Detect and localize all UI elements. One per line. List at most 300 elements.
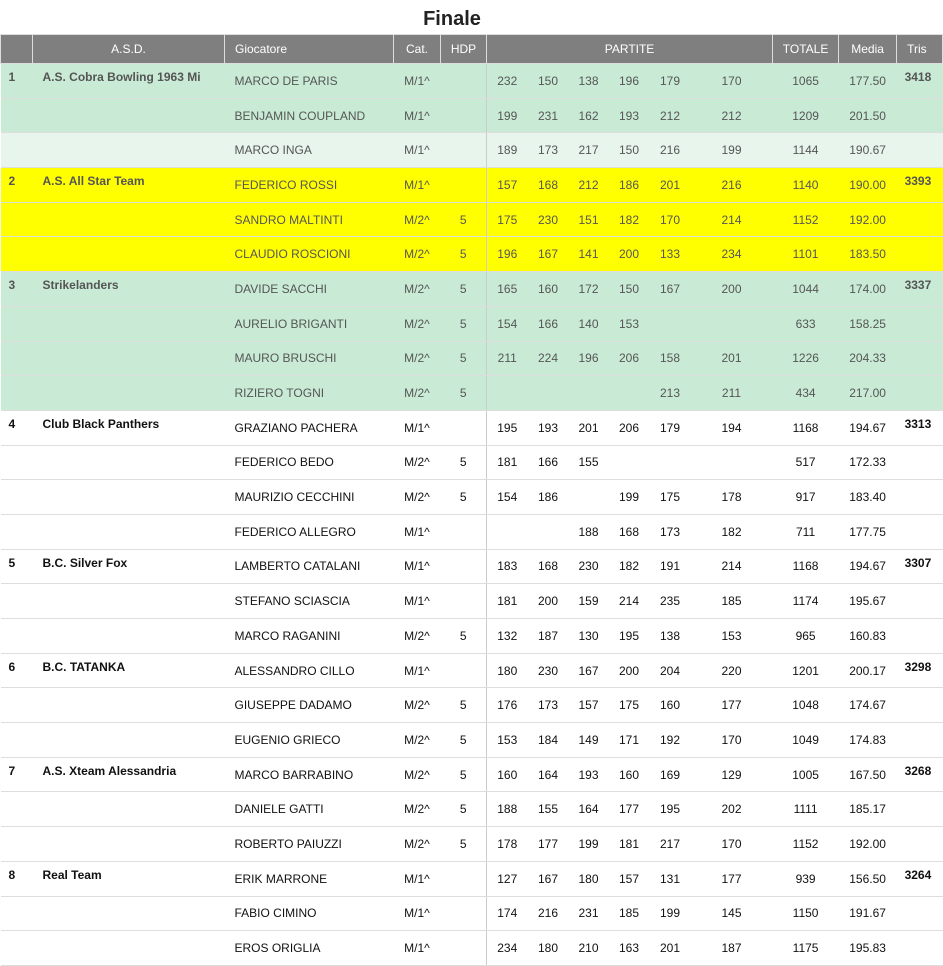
hdp-cell bbox=[441, 64, 487, 99]
category-cell: M/2^ bbox=[394, 376, 441, 411]
table-body bbox=[1, 64, 943, 966]
game-score: 224 bbox=[528, 341, 569, 376]
team-name: B.C. TATANKA bbox=[33, 653, 225, 688]
game-score: 234 bbox=[487, 931, 528, 966]
team-name bbox=[33, 896, 225, 931]
table-row bbox=[1, 792, 943, 827]
team-name bbox=[33, 376, 225, 411]
game-score: 187 bbox=[528, 619, 569, 654]
total-score: 1048 bbox=[773, 688, 839, 723]
total-score: 1209 bbox=[773, 98, 839, 133]
game-score bbox=[609, 445, 650, 480]
game-score: 181 bbox=[609, 827, 650, 862]
total-score: 1168 bbox=[773, 549, 839, 584]
team-name bbox=[33, 931, 225, 966]
game-score: 179 bbox=[650, 410, 691, 445]
game-score: 211 bbox=[487, 341, 528, 376]
table-row bbox=[1, 896, 943, 931]
tris-score: 3298 bbox=[897, 653, 943, 688]
hdp-cell: 5 bbox=[441, 619, 487, 654]
table-row bbox=[1, 549, 943, 584]
hdp-cell bbox=[441, 549, 487, 584]
category-cell: M/2^ bbox=[394, 341, 441, 376]
tris-score bbox=[897, 445, 943, 480]
game-score: 155 bbox=[569, 445, 609, 480]
total-score: 1065 bbox=[773, 64, 839, 99]
game-score: 154 bbox=[487, 306, 528, 341]
header-cat: Cat. bbox=[394, 35, 441, 64]
position-cell bbox=[1, 306, 33, 341]
game-score: 180 bbox=[487, 653, 528, 688]
average-score: 194.67 bbox=[839, 549, 897, 584]
hdp-cell bbox=[441, 861, 487, 896]
game-score: 200 bbox=[691, 272, 773, 307]
team-name: A.S. All Star Team bbox=[33, 168, 225, 203]
hdp-cell: 5 bbox=[441, 827, 487, 862]
category-cell: M/2^ bbox=[394, 827, 441, 862]
average-score: 200.17 bbox=[839, 653, 897, 688]
category-cell: M/1^ bbox=[394, 410, 441, 445]
game-score: 167 bbox=[650, 272, 691, 307]
game-score: 158 bbox=[650, 341, 691, 376]
game-score: 163 bbox=[609, 931, 650, 966]
game-score: 216 bbox=[528, 896, 569, 931]
game-score: 220 bbox=[691, 653, 773, 688]
header-media: Media bbox=[839, 35, 897, 64]
game-score: 176 bbox=[487, 688, 528, 723]
team-name bbox=[33, 445, 225, 480]
player-name: EROS ORIGLIA bbox=[225, 931, 394, 966]
player-name: MARCO RAGANINI bbox=[225, 619, 394, 654]
average-score: 158.25 bbox=[839, 306, 897, 341]
position-cell bbox=[1, 931, 33, 966]
total-score: 939 bbox=[773, 861, 839, 896]
team-name bbox=[33, 827, 225, 862]
game-score: 153 bbox=[487, 723, 528, 758]
hdp-cell bbox=[441, 584, 487, 619]
position-cell bbox=[1, 445, 33, 480]
tris-score bbox=[897, 306, 943, 341]
table-row bbox=[1, 237, 943, 272]
total-score: 1049 bbox=[773, 723, 839, 758]
position-cell: 3 bbox=[1, 272, 33, 307]
team-name bbox=[33, 98, 225, 133]
tris-score bbox=[897, 584, 943, 619]
game-score: 165 bbox=[487, 272, 528, 307]
game-score: 160 bbox=[609, 757, 650, 792]
category-cell: M/2^ bbox=[394, 237, 441, 272]
tris-score bbox=[897, 376, 943, 411]
position-cell bbox=[1, 896, 33, 931]
category-cell: M/1^ bbox=[394, 98, 441, 133]
game-score: 171 bbox=[609, 723, 650, 758]
game-score: 175 bbox=[487, 202, 528, 237]
category-cell: M/2^ bbox=[394, 757, 441, 792]
tris-score bbox=[897, 792, 943, 827]
player-name: ERIK MARRONE bbox=[225, 861, 394, 896]
hdp-cell: 5 bbox=[441, 445, 487, 480]
game-score bbox=[487, 514, 528, 549]
hdp-cell bbox=[441, 168, 487, 203]
team-name bbox=[33, 133, 225, 168]
game-score: 202 bbox=[691, 792, 773, 827]
game-score: 157 bbox=[609, 861, 650, 896]
game-score: 193 bbox=[528, 410, 569, 445]
average-score: 195.83 bbox=[839, 931, 897, 966]
player-name: MARCO INGA bbox=[225, 133, 394, 168]
team-name bbox=[33, 202, 225, 237]
tris-score bbox=[897, 896, 943, 931]
average-score: 190.67 bbox=[839, 133, 897, 168]
game-score: 151 bbox=[569, 202, 609, 237]
team-name: Real Team bbox=[33, 861, 225, 896]
total-score: 1150 bbox=[773, 896, 839, 931]
tris-score bbox=[897, 98, 943, 133]
position-cell bbox=[1, 827, 33, 862]
game-score bbox=[487, 376, 528, 411]
game-score: 154 bbox=[487, 480, 528, 515]
game-score: 212 bbox=[650, 98, 691, 133]
game-score: 127 bbox=[487, 861, 528, 896]
position-cell: 8 bbox=[1, 861, 33, 896]
position-cell bbox=[1, 514, 33, 549]
game-score: 150 bbox=[609, 272, 650, 307]
game-score: 168 bbox=[528, 168, 569, 203]
tris-score bbox=[897, 931, 943, 966]
average-score: 177.50 bbox=[839, 64, 897, 99]
game-score: 182 bbox=[609, 549, 650, 584]
game-score: 201 bbox=[691, 341, 773, 376]
table-row bbox=[1, 480, 943, 515]
game-score bbox=[569, 376, 609, 411]
game-score: 191 bbox=[650, 549, 691, 584]
game-score: 201 bbox=[650, 931, 691, 966]
game-score: 133 bbox=[650, 237, 691, 272]
table-row bbox=[1, 376, 943, 411]
total-score: 1005 bbox=[773, 757, 839, 792]
game-score: 132 bbox=[487, 619, 528, 654]
total-score: 1152 bbox=[773, 827, 839, 862]
game-score: 173 bbox=[650, 514, 691, 549]
header-pos bbox=[1, 35, 33, 64]
header-hdp: HDP bbox=[441, 35, 487, 64]
game-score: 177 bbox=[528, 827, 569, 862]
game-score: 196 bbox=[569, 341, 609, 376]
player-name: SANDRO MALTINTI bbox=[225, 202, 394, 237]
game-score: 164 bbox=[569, 792, 609, 827]
team-name bbox=[33, 514, 225, 549]
position-cell: 6 bbox=[1, 653, 33, 688]
total-score: 1168 bbox=[773, 410, 839, 445]
game-score: 200 bbox=[609, 237, 650, 272]
team-name bbox=[33, 306, 225, 341]
table-row bbox=[1, 619, 943, 654]
game-score: 170 bbox=[650, 202, 691, 237]
position-cell: 7 bbox=[1, 757, 33, 792]
average-score: 156.50 bbox=[839, 861, 897, 896]
total-score: 917 bbox=[773, 480, 839, 515]
average-score: 217.00 bbox=[839, 376, 897, 411]
total-score: 434 bbox=[773, 376, 839, 411]
average-score: 195.67 bbox=[839, 584, 897, 619]
total-score: 711 bbox=[773, 514, 839, 549]
game-score: 231 bbox=[569, 896, 609, 931]
tris-score: 3264 bbox=[897, 861, 943, 896]
category-cell: M/1^ bbox=[394, 896, 441, 931]
game-score: 138 bbox=[569, 64, 609, 99]
position-cell bbox=[1, 237, 33, 272]
game-score: 145 bbox=[691, 896, 773, 931]
category-cell: M/2^ bbox=[394, 619, 441, 654]
game-score: 192 bbox=[650, 723, 691, 758]
header-totale: TOTALE bbox=[773, 35, 839, 64]
game-score: 199 bbox=[650, 896, 691, 931]
category-cell: M/2^ bbox=[394, 688, 441, 723]
player-name: ALESSANDRO CILLO bbox=[225, 653, 394, 688]
game-score: 157 bbox=[569, 688, 609, 723]
average-score: 191.67 bbox=[839, 896, 897, 931]
game-score: 167 bbox=[528, 237, 569, 272]
game-score bbox=[609, 376, 650, 411]
player-name: FEDERICO ALLEGRO bbox=[225, 514, 394, 549]
player-name: STEFANO SCIASCIA bbox=[225, 584, 394, 619]
team-name: B.C. Silver Fox bbox=[33, 549, 225, 584]
game-score: 177 bbox=[691, 861, 773, 896]
game-score: 230 bbox=[528, 202, 569, 237]
tris-score bbox=[897, 514, 943, 549]
game-score: 168 bbox=[528, 549, 569, 584]
hdp-cell: 5 bbox=[441, 480, 487, 515]
game-score: 141 bbox=[569, 237, 609, 272]
average-score: 204.33 bbox=[839, 341, 897, 376]
game-score: 179 bbox=[650, 64, 691, 99]
game-score: 167 bbox=[528, 861, 569, 896]
game-score: 212 bbox=[569, 168, 609, 203]
game-score: 186 bbox=[609, 168, 650, 203]
hdp-cell bbox=[441, 410, 487, 445]
game-score: 196 bbox=[487, 237, 528, 272]
hdp-cell: 5 bbox=[441, 688, 487, 723]
game-score: 178 bbox=[691, 480, 773, 515]
game-score: 168 bbox=[609, 514, 650, 549]
game-score: 183 bbox=[487, 549, 528, 584]
game-score: 217 bbox=[650, 827, 691, 862]
table-row bbox=[1, 584, 943, 619]
average-score: 185.17 bbox=[839, 792, 897, 827]
hdp-cell: 5 bbox=[441, 237, 487, 272]
hdp-cell: 5 bbox=[441, 306, 487, 341]
game-score: 130 bbox=[569, 619, 609, 654]
player-name: DAVIDE SACCHI bbox=[225, 272, 394, 307]
game-score: 173 bbox=[528, 688, 569, 723]
category-cell: M/2^ bbox=[394, 480, 441, 515]
header-asd: A.S.D. bbox=[33, 35, 225, 64]
team-name bbox=[33, 341, 225, 376]
category-cell: M/2^ bbox=[394, 723, 441, 758]
table-row bbox=[1, 653, 943, 688]
table-row bbox=[1, 410, 943, 445]
table-row bbox=[1, 202, 943, 237]
game-score: 199 bbox=[609, 480, 650, 515]
table-row bbox=[1, 168, 943, 203]
game-score: 204 bbox=[650, 653, 691, 688]
game-score: 170 bbox=[691, 64, 773, 99]
position-cell bbox=[1, 133, 33, 168]
player-name: DANIELE GATTI bbox=[225, 792, 394, 827]
game-score bbox=[650, 445, 691, 480]
game-score: 210 bbox=[569, 931, 609, 966]
game-score: 185 bbox=[691, 584, 773, 619]
tris-score bbox=[897, 480, 943, 515]
hdp-cell: 5 bbox=[441, 757, 487, 792]
game-score: 172 bbox=[569, 272, 609, 307]
player-name: FABIO CIMINO bbox=[225, 896, 394, 931]
game-score: 164 bbox=[528, 757, 569, 792]
tris-score bbox=[897, 237, 943, 272]
game-score: 180 bbox=[528, 931, 569, 966]
team-name bbox=[33, 480, 225, 515]
game-score: 175 bbox=[609, 688, 650, 723]
game-score: 178 bbox=[487, 827, 528, 862]
total-score: 965 bbox=[773, 619, 839, 654]
game-score: 131 bbox=[650, 861, 691, 896]
table-row bbox=[1, 931, 943, 966]
header-giocatore: Giocatore bbox=[225, 35, 394, 64]
total-score: 1226 bbox=[773, 341, 839, 376]
player-name: BENJAMIN COUPLAND bbox=[225, 98, 394, 133]
table-row bbox=[1, 98, 943, 133]
team-name: Strikelanders bbox=[33, 272, 225, 307]
total-score: 1044 bbox=[773, 272, 839, 307]
game-score: 159 bbox=[569, 584, 609, 619]
tris-score bbox=[897, 133, 943, 168]
average-score: 172.33 bbox=[839, 445, 897, 480]
team-name bbox=[33, 723, 225, 758]
position-cell bbox=[1, 792, 33, 827]
position-cell bbox=[1, 98, 33, 133]
game-score: 216 bbox=[691, 168, 773, 203]
game-score: 217 bbox=[569, 133, 609, 168]
player-name: FEDERICO ROSSI bbox=[225, 168, 394, 203]
position-cell bbox=[1, 202, 33, 237]
category-cell: M/2^ bbox=[394, 306, 441, 341]
game-score: 200 bbox=[609, 653, 650, 688]
hdp-cell: 5 bbox=[441, 792, 487, 827]
average-score: 194.67 bbox=[839, 410, 897, 445]
position-cell bbox=[1, 376, 33, 411]
team-name bbox=[33, 584, 225, 619]
hdp-cell: 5 bbox=[441, 341, 487, 376]
position-cell bbox=[1, 584, 33, 619]
game-score: 189 bbox=[487, 133, 528, 168]
game-score: 129 bbox=[691, 757, 773, 792]
game-score: 157 bbox=[487, 168, 528, 203]
game-score: 196 bbox=[609, 64, 650, 99]
total-score: 1101 bbox=[773, 237, 839, 272]
team-name bbox=[33, 237, 225, 272]
game-score: 212 bbox=[691, 98, 773, 133]
table-row bbox=[1, 861, 943, 896]
game-score: 188 bbox=[569, 514, 609, 549]
game-score: 173 bbox=[528, 133, 569, 168]
position-cell bbox=[1, 723, 33, 758]
game-score: 160 bbox=[528, 272, 569, 307]
player-name: AURELIO BRIGANTI bbox=[225, 306, 394, 341]
game-score: 188 bbox=[487, 792, 528, 827]
game-score: 166 bbox=[528, 445, 569, 480]
team-name bbox=[33, 688, 225, 723]
category-cell: M/1^ bbox=[394, 64, 441, 99]
average-score: 183.40 bbox=[839, 480, 897, 515]
category-cell: M/1^ bbox=[394, 549, 441, 584]
game-score: 138 bbox=[650, 619, 691, 654]
page-title: Finale bbox=[0, 0, 904, 34]
game-score: 160 bbox=[650, 688, 691, 723]
table-row bbox=[1, 341, 943, 376]
player-name: ROBERTO PAIUZZI bbox=[225, 827, 394, 862]
position-cell: 2 bbox=[1, 168, 33, 203]
average-score: 167.50 bbox=[839, 757, 897, 792]
average-score: 192.00 bbox=[839, 202, 897, 237]
game-score: 149 bbox=[569, 723, 609, 758]
game-score: 213 bbox=[650, 376, 691, 411]
game-score: 169 bbox=[650, 757, 691, 792]
game-score: 170 bbox=[691, 827, 773, 862]
game-score: 230 bbox=[528, 653, 569, 688]
table-row bbox=[1, 272, 943, 307]
table-row bbox=[1, 306, 943, 341]
position-cell bbox=[1, 480, 33, 515]
header-tris: Tris bbox=[897, 35, 943, 64]
game-score bbox=[691, 445, 773, 480]
team-name: A.S. Xteam Alessandria bbox=[33, 757, 225, 792]
table-row bbox=[1, 723, 943, 758]
position-cell: 1 bbox=[1, 64, 33, 99]
tris-score bbox=[897, 202, 943, 237]
average-score: 177.75 bbox=[839, 514, 897, 549]
table-row bbox=[1, 688, 943, 723]
player-name: MARCO BARRABINO bbox=[225, 757, 394, 792]
game-score: 235 bbox=[650, 584, 691, 619]
table-row bbox=[1, 133, 943, 168]
header-partite: PARTITE bbox=[487, 35, 773, 64]
game-score bbox=[528, 514, 569, 549]
hdp-cell bbox=[441, 514, 487, 549]
category-cell: M/1^ bbox=[394, 168, 441, 203]
category-cell: M/2^ bbox=[394, 202, 441, 237]
table-row bbox=[1, 445, 943, 480]
game-score: 166 bbox=[528, 306, 569, 341]
game-score: 195 bbox=[609, 619, 650, 654]
total-score: 1174 bbox=[773, 584, 839, 619]
position-cell: 4 bbox=[1, 410, 33, 445]
game-score bbox=[528, 376, 569, 411]
category-cell: M/2^ bbox=[394, 272, 441, 307]
tris-score bbox=[897, 341, 943, 376]
game-score: 201 bbox=[650, 168, 691, 203]
tris-score bbox=[897, 723, 943, 758]
game-score: 206 bbox=[609, 341, 650, 376]
game-score: 201 bbox=[569, 410, 609, 445]
category-cell: M/1^ bbox=[394, 861, 441, 896]
game-score: 175 bbox=[650, 480, 691, 515]
game-score: 211 bbox=[691, 376, 773, 411]
hdp-cell bbox=[441, 653, 487, 688]
game-score bbox=[650, 306, 691, 341]
tris-score: 3268 bbox=[897, 757, 943, 792]
table-row bbox=[1, 827, 943, 862]
game-score: 214 bbox=[609, 584, 650, 619]
